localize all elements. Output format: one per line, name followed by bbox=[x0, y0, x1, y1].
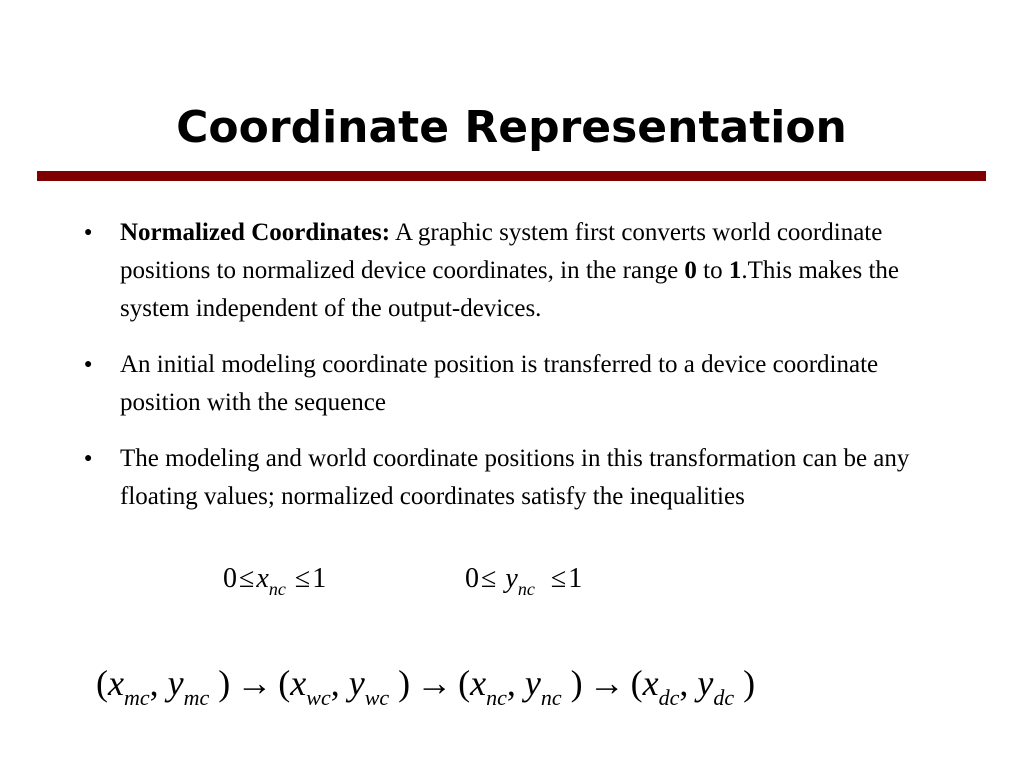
transformation-sequence bbox=[96, 662, 756, 710]
range-high: 1 bbox=[728, 257, 742, 284]
bullet-dot-icon: ● bbox=[84, 451, 93, 466]
coord-var-x: x bbox=[470, 663, 487, 703]
bullet-list bbox=[82, 214, 962, 534]
close-paren: ) bbox=[209, 663, 231, 703]
coord-sub-nc: nc bbox=[540, 685, 562, 710]
inequality-y bbox=[465, 563, 583, 599]
coord-sub-mc: mc bbox=[123, 685, 150, 710]
title-divider bbox=[37, 171, 986, 181]
ineq-le-symbol: ≤ bbox=[481, 563, 497, 594]
bullet-normalized-coordinates bbox=[82, 214, 962, 328]
arrow-icon: → bbox=[236, 663, 273, 703]
comma: , bbox=[679, 663, 698, 703]
close-paren: ) bbox=[561, 663, 583, 703]
ineq-high: 1 bbox=[312, 563, 327, 594]
coord-sub-mc: mc bbox=[183, 685, 210, 710]
coord-sub-wc: wc bbox=[364, 685, 390, 710]
bullet-text: A graphic system first converts world coordinate positions to normalized device coordinates, in the range bbox=[120, 219, 883, 284]
coord-var-x: x bbox=[642, 663, 659, 703]
ineq-low: 0 bbox=[465, 563, 479, 594]
bullet-dot-icon: ● bbox=[84, 225, 93, 240]
bullet-text: An initial modeling coordinate position is transferred to a device coordinate position with the sequence bbox=[120, 351, 879, 416]
bullet-dot-icon: ● bbox=[84, 357, 93, 372]
close-paren: ) bbox=[389, 663, 411, 703]
comma: , bbox=[149, 663, 168, 703]
coord-var-y: y bbox=[524, 663, 541, 703]
coord-var-y: y bbox=[167, 663, 184, 703]
coord-sub-dc: dc bbox=[658, 685, 680, 710]
ineq-low: 0 bbox=[223, 563, 237, 594]
coord-var-x: x bbox=[290, 663, 307, 703]
open-paren: ( bbox=[630, 663, 643, 703]
coord-sub-dc: dc bbox=[713, 685, 735, 710]
ineq-le-symbol: ≤ bbox=[239, 563, 255, 594]
bullet-text: .This makes the system independent of the output-devices. bbox=[120, 257, 899, 322]
range-low: 0 bbox=[684, 257, 697, 284]
coord-sub-nc: nc bbox=[486, 685, 507, 710]
slide-title: Coordinate Representation bbox=[176, 102, 847, 153]
bullet-sequence bbox=[82, 346, 962, 422]
open-paren: ( bbox=[458, 663, 471, 703]
ineq-var: y bbox=[505, 563, 518, 594]
bullet-inequalities bbox=[82, 440, 962, 516]
open-paren: ( bbox=[96, 663, 108, 703]
comma: , bbox=[506, 663, 525, 703]
coord-var-y: y bbox=[697, 663, 714, 703]
bullet-text: to bbox=[696, 257, 729, 284]
coord-var-y: y bbox=[348, 663, 365, 703]
close-paren: ) bbox=[734, 663, 756, 703]
arrow-icon: → bbox=[416, 663, 453, 703]
bullet-bold-lead: Normalized Coordinates: bbox=[120, 219, 391, 246]
ineq-le-symbol: ≤ bbox=[294, 563, 311, 594]
comma: , bbox=[330, 663, 349, 703]
open-paren: ( bbox=[278, 663, 291, 703]
ineq-le-symbol: ≤ bbox=[550, 563, 567, 594]
inequality-x bbox=[223, 563, 327, 599]
arrow-icon: → bbox=[588, 663, 625, 703]
ineq-var: x bbox=[256, 563, 269, 594]
coord-var-x: x bbox=[108, 663, 124, 703]
ineq-high: 1 bbox=[568, 563, 583, 594]
ineq-sub: nc bbox=[268, 579, 286, 599]
ineq-sub: nc bbox=[517, 579, 535, 599]
coord-sub-wc: wc bbox=[306, 685, 331, 710]
bullet-text: The modeling and world coordinate positions in this transformation can be any floating values; normalized coordinates satisfy the inequalities bbox=[120, 445, 910, 510]
